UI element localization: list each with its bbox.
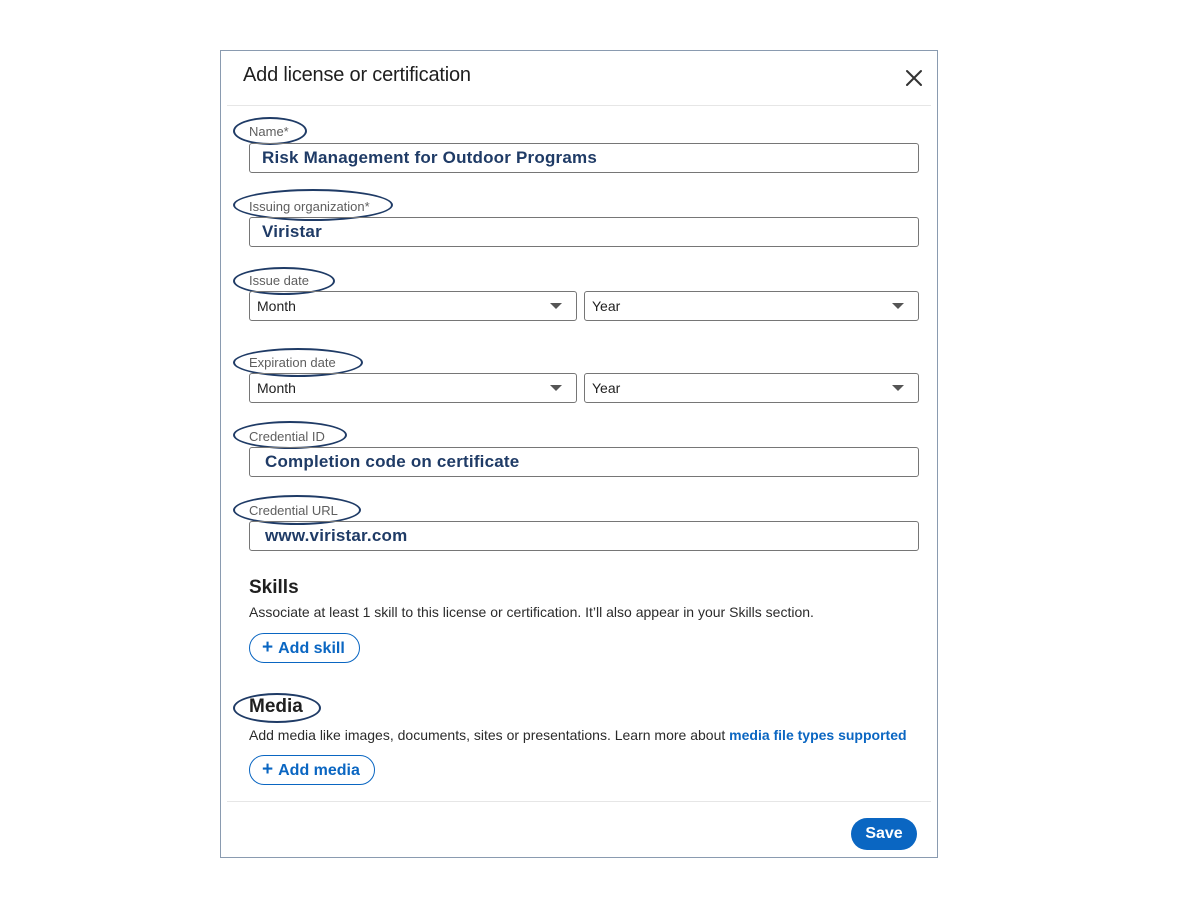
skills-description: Associate at least 1 skill to this license or certification. It’ll also appear in your Skills section. [249, 604, 814, 620]
credential-id-label: Credential ID [249, 429, 325, 444]
issuing-org-label: Issuing organization* [249, 199, 370, 214]
issue-year-select[interactable] [584, 291, 919, 321]
issue-month-value: Month [257, 298, 296, 314]
issuing-org-input[interactable]: Viristar [249, 217, 919, 247]
expiration-date-label: Expiration date [249, 355, 336, 370]
close-icon[interactable] [903, 67, 925, 89]
add-skill-label: Add skill [278, 640, 345, 657]
expiration-month-value: Month [257, 380, 296, 396]
expiration-year-select[interactable] [584, 373, 919, 403]
add-media-button[interactable] [249, 755, 375, 785]
skills-heading: Skills [249, 577, 299, 598]
plus-icon: + [262, 637, 274, 658]
chevron-down-icon [550, 303, 562, 309]
dialog-title: Add license or certification [243, 64, 471, 86]
chevron-down-icon [892, 303, 904, 309]
media-description [249, 727, 907, 743]
issue-year-value: Year [592, 298, 621, 314]
expiration-month-select[interactable] [249, 373, 577, 403]
name-label: Name* [249, 124, 289, 139]
media-file-types-link[interactable]: media file types supported [729, 727, 907, 743]
issue-month-select[interactable] [249, 291, 577, 321]
save-button[interactable]: Save [851, 818, 917, 850]
chevron-down-icon [550, 385, 562, 391]
media-heading: Media [249, 696, 303, 717]
add-license-dialog [220, 50, 938, 858]
expiration-year-value: Year [592, 380, 621, 396]
plus-icon: + [262, 759, 274, 780]
add-media-label: Add media [278, 762, 360, 779]
credential-url-input[interactable]: www.viristar.com [249, 521, 919, 551]
credential-id-input[interactable]: Completion code on certificate [249, 447, 919, 477]
media-description-text: Add media like images, documents, sites or presentations. Learn more about [249, 727, 730, 743]
dialog-footer-divider [227, 801, 931, 802]
credential-url-label: Credential URL [249, 503, 338, 518]
name-input[interactable]: Risk Management for Outdoor Programs [249, 143, 919, 173]
chevron-down-icon [892, 385, 904, 391]
add-skill-button[interactable] [249, 633, 360, 663]
issue-date-label: Issue date [249, 273, 309, 288]
